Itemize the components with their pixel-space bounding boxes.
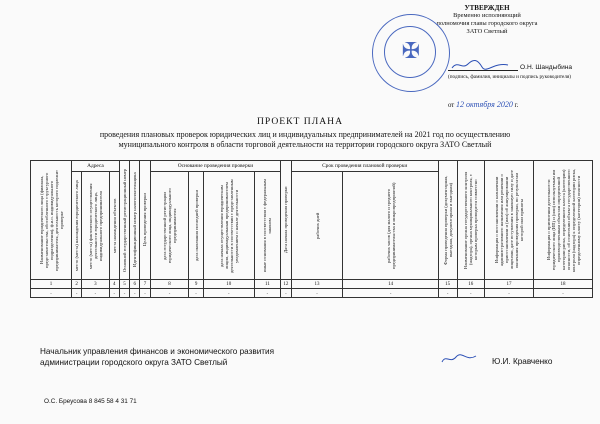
approval-date — [448, 100, 518, 109]
table-cell: - — [82, 289, 109, 298]
table-cell: - — [438, 289, 457, 298]
subtitle-line1: проведения плановых проверок юридических лиц и индивидуальных предпринимателей на 2021 год по осуществлению — [99, 130, 511, 139]
subtitle-line2: муниципального контроля в области торговой деятельности на территории городского округа ЗАТО Светлый — [118, 140, 492, 149]
document-title: ПРОЕКТ ПЛАНА — [256, 116, 344, 127]
table-row — [31, 289, 593, 298]
date-handwritten: 12 октября 2020 — [455, 100, 513, 109]
approval-title: УТВЕРЖДЕН — [464, 4, 510, 12]
col-header-17: Информация о постановлении о назначении административного назначения или решении о приостановлении и (или) об аннулировании лицензии, дате вступления в законную силу и дате окончания проведения проверки, по результатам которой они приняты — [485, 161, 534, 280]
col-header-5: Основной государственный регистрационный номер — [119, 161, 129, 280]
signature-line — [448, 70, 518, 71]
col-number: 12 — [281, 280, 291, 289]
table-cell: - — [150, 289, 189, 298]
table-cell: - — [254, 289, 281, 298]
date-suffix: г. — [514, 102, 519, 109]
col-header-4: места нахождения объектов — [109, 172, 119, 280]
date-prefix: от — [448, 102, 455, 109]
col-number: 17 — [485, 280, 534, 289]
col-number: 15 — [438, 280, 457, 289]
col-header-7: Цель проведения проверки — [140, 161, 150, 280]
col-number: 7 — [140, 280, 150, 289]
col-header-9: дата окончания последней проверки — [189, 172, 204, 280]
col-number: 8 — [150, 280, 189, 289]
table-cell: - — [203, 289, 254, 298]
table-cell: - — [109, 289, 119, 298]
col-number: 9 — [189, 280, 204, 289]
table-cell: - — [119, 289, 129, 298]
chief-signature-icon — [440, 352, 478, 366]
chief-line2: администрации городского округа ЗАТО Светлый — [40, 358, 228, 367]
approval-signer: О.Н. Шандыбина — [520, 64, 573, 71]
table-cell: - — [343, 289, 438, 298]
approval-line1: Временно исполняющий — [453, 12, 521, 19]
document-subtitle — [20, 130, 590, 150]
col-group-basis: Основание проведения проверки — [150, 161, 281, 172]
executor-contact: О.С. Бреусова 8 845 58 4 31 71 — [44, 398, 137, 405]
table-cell: - — [534, 289, 593, 298]
col-number: 1 — [31, 280, 72, 289]
table-cell: - — [457, 289, 484, 298]
table-cell: - — [140, 289, 150, 298]
chief-position — [40, 346, 274, 368]
col-number: 16 — [457, 280, 484, 289]
col-header-18: Информация о присвоении деятельности юридического лица (ИП) и (или) используемым им производственным объектам определенной категории риска, определенного класса (категории) опасности, об отнесении объекта государственного контроля (надзора) к определенной категории риска, определенному классу (категории) опасности — [534, 161, 593, 280]
col-number: 18 — [534, 280, 593, 289]
col-header-8: дата государственной регистрации юридического лица, индивидуального предпринимателя — [150, 172, 189, 280]
col-header-3: место (места) фактического осуществления деятельности юридического лица, индивидуального предпринимателя — [82, 172, 109, 280]
table-cell: - — [291, 289, 343, 298]
approval-line2: полномочия главы городского округа — [436, 20, 538, 27]
col-header-10: дата начала осуществления юридическим лицом, индивидуальным предпринимателем деятельности в соответствии с представленным уведомлением о начале деятельности — [203, 172, 254, 280]
col-header-1: Наименование юридического лица (филиала, представительства, обособленного структурного подразделения), ф.и.о. индивидуального предпринимателя, деятельность которого подлежит проверке — [31, 161, 72, 280]
plan-table — [30, 160, 593, 298]
col-group-term: Срок проведения плановой проверки — [291, 161, 438, 172]
table-cell: - — [485, 289, 534, 298]
col-number: 3 — [82, 280, 109, 289]
col-number: 14 — [343, 280, 438, 289]
col-number: 4 — [109, 280, 119, 289]
col-number: 13 — [291, 280, 343, 289]
col-header-12: Дата начала проведения проверки — [281, 161, 291, 280]
table-cell: - — [72, 289, 82, 298]
table-cell: - — [31, 289, 72, 298]
chief-line1: Начальник управления финансов и экономического развития — [40, 347, 275, 356]
col-header-15: Форма проведения проверки (документарная, выездная, документарная и выездная) — [438, 161, 457, 280]
col-number: 11 — [254, 280, 281, 289]
col-number: 10 — [203, 280, 254, 289]
col-header-14: рабочих часов (для малого и среднего предпринимательства и микропредприятий) — [343, 172, 438, 280]
col-header-2: место (места) нахождения юридического лица — [72, 172, 82, 280]
col-header-6: Идентификационный номер налогоплательщика — [130, 161, 140, 280]
col-number: 6 — [130, 280, 140, 289]
table-cell: - — [281, 289, 291, 298]
col-number: 2 — [72, 280, 82, 289]
signature-note: (подпись, фамилия, инициалы и подпись руководителя) — [448, 74, 572, 80]
col-group-addresses: Адреса — [72, 161, 120, 172]
official-seal-icon: ✠ — [372, 14, 450, 92]
column-numbers-row — [31, 280, 593, 289]
col-header-16: Наименование органа государственного контроля (надзора), органа муниципального контроля, с которым проверка проводится совместно — [457, 161, 484, 280]
table-cell: - — [130, 289, 140, 298]
footer-signer: Ю.И. Кравченко — [492, 357, 553, 366]
approval-line3: ЗАТО Светлый — [466, 28, 508, 35]
col-number: 5 — [119, 280, 129, 289]
col-header-13: рабочих дней — [291, 172, 343, 280]
table-cell: - — [189, 289, 204, 298]
col-header-11: иные основания в соответствии с федеральным законом — [254, 172, 281, 280]
